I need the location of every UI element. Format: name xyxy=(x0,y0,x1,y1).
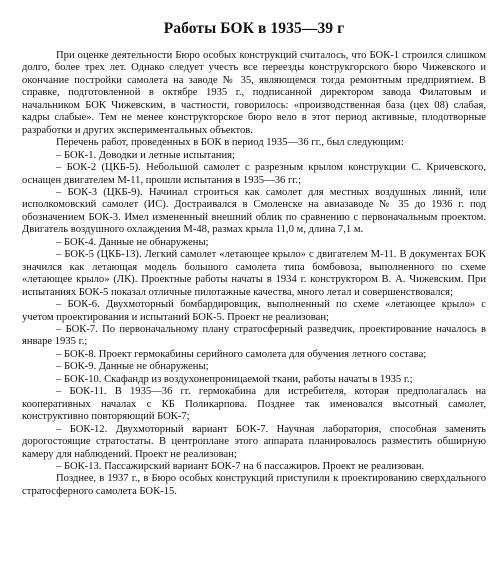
list-item-bok-10: – БОК-10. Скафандр из воздухонепроницаемой ткани, работы начаты в 1935 г.; xyxy=(56,373,413,385)
list-item-bok-12: – БОК-12. Двухмоторный вариант БОК-7. Научная лаборатория, способная заменить дорогостоящие стратостаты. В центроплане этого аппарата планировалось разместить обширную камеру для наблюдений. Проект не реализован; xyxy=(22,423,486,460)
list-item-bok-8: – БОК-8. Проект гермокабины серийного самолета для обучения летного состава; xyxy=(56,348,427,360)
list-item-bok-7: – БОК-7. По первоначальному плану стратосферный разведчик, проектирование началось в январе 1935 г.; xyxy=(22,323,486,348)
paragraph-intro: При оценке деятельности Бюро особых конструкций считалось, что БОК-1 строился слишком долго, более трех лет. Однако следует учесть все переезды конструкгорского бюро Чижевского и окончание постройки самолета на заводе № 35, являющемся тогда ремонтным предприятием. В справке, подготовленной в октябре 1935 г., подписанной директором завода Филатовым и начальником БОК Чижевским, в частности, говорилось: «производственная база (цех 08) слабая, кадры слабые». Тем не менее конструкторское бюро вело в этот период активные, плодотворные разработки и других экспериментальных объектов. xyxy=(22,50,486,136)
list-item-bok-11: – БОК-11. В 1935—36 гг. гермокабина для истребителя, которая предполагалась на кооперативных началах с КБ Поликарпова. Позднее так именовался высотный самолет, конструктивно повторяющий БОК-7; xyxy=(22,386,486,423)
document-body xyxy=(22,50,486,498)
list-item-bok-4: – БОК-4. Данные не обнаружены; xyxy=(56,236,209,248)
list-item-bok-3: – БОК-3 (ЦКБ-9). Начинал строиться как самолет для местных воздушных линий, или исполкомовский самолет (ИС). Достраивался в Смоленске на авиазаводе № 35 до 1936 г. под обозначением БОК-3. Имел измененный внешний облик по сравнению с первоначальным проектом. Двигатель воздушного охлаждения М-48, размах крыла 11,0 м, длина 7,1 м. xyxy=(22,186,486,236)
list-item-bok-1: – БОК-1. Доводки и летные испытания; xyxy=(56,149,235,161)
list-item-bok-9: – БОК-9. Данные не обнаружены; xyxy=(56,361,209,373)
list-item-bok-5: – БОК-5 (ЦКБ-13). Легкий самолет «летающее крыло» с двигателем М-11. В документах БОК значился как летающая модель большого самолета типа бомбовоза, выполненного по схеме «летающее крыло» (ЛК). Проектные работы начаты в 1934 г. конструктором В. А. Чижевским. При испытаниях БОК-5 показал отличные пилотажные качества, много летал и совершенствовался; xyxy=(22,249,486,298)
paragraph-conclusion: Позднее, в 1937 г., в Бюро особых конструкций приступили к проектированию сверхдального стратосферного самолета БОК-15. xyxy=(22,473,486,497)
document-title: Работы БОК в 1935—39 г xyxy=(163,20,345,37)
list-item-bok-6: – БОК-6. Двухмоторный бомбардировщик, выполненный по схеме «летающее крыло» с учетом проектирования и испытаний БОК-5. Проект не реализован; xyxy=(22,299,486,323)
list-item-bok-13: – БОК-13. Пассажирский вариант БОК-7 на 6 пассажиров. Проект не реализован. xyxy=(56,460,425,472)
paragraph-list-heading: Перечень работ, проведенных в БОК в период 1935—36 гг., был следующим: xyxy=(56,137,404,149)
list-item-bok-2: – БОК-2 (ЦКБ-5). Небольшой самолет с разрезным крылом конструкции С. Кричевского, оснащен двигателем М-11, прошли испытания в 1935—36 гг.; xyxy=(22,162,486,186)
